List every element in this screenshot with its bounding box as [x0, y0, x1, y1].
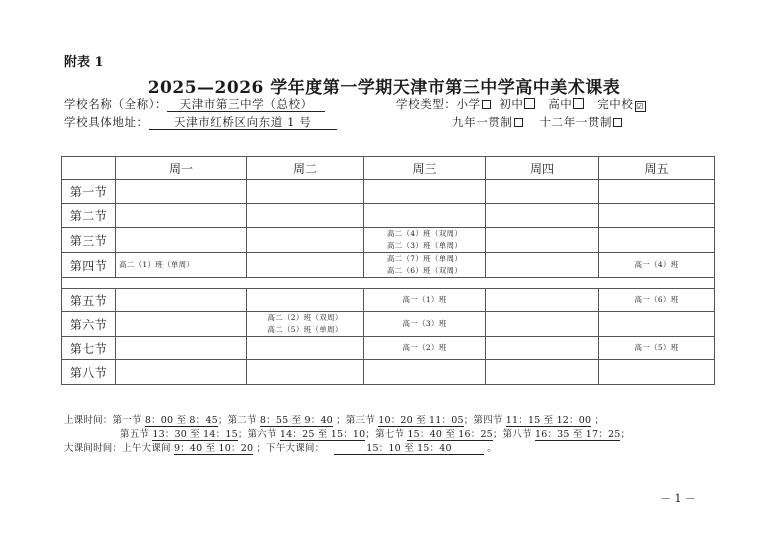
- schedule-cell[interactable]: [247, 312, 364, 337]
- period-time: 8：00 至 8：45: [144, 415, 218, 426]
- day-header: 周一: [116, 157, 247, 180]
- schedule-cell[interactable]: [599, 204, 715, 228]
- schedule-cell[interactable]: [364, 337, 486, 360]
- schedule-cell[interactable]: [599, 253, 715, 278]
- checkbox-nine-year[interactable]: [514, 118, 523, 127]
- class-entry: 高二（4）班（双周）: [386, 229, 463, 238]
- class-entry: 高一（1）班: [402, 295, 447, 304]
- schedule-cell[interactable]: [364, 312, 486, 337]
- schedule-cell[interactable]: [116, 180, 247, 204]
- afternoon-break-time: 15：10 至 15：40: [334, 440, 484, 455]
- type-option-junior: 初中: [499, 97, 524, 111]
- schedule-cell[interactable]: [599, 360, 715, 385]
- class-entry: 高二（1）班（单周）: [119, 260, 195, 269]
- period-name: 第三节: [345, 415, 375, 426]
- class-entry: 高二（3）班（单周）: [386, 241, 463, 250]
- period-name: 第四节: [473, 415, 503, 426]
- checkbox-junior[interactable]: [524, 98, 535, 109]
- day-header: 周三: [364, 157, 486, 180]
- schedule-cell[interactable]: [116, 228, 247, 253]
- period-name: 第六节: [247, 429, 277, 440]
- schedule-cell[interactable]: [486, 204, 599, 228]
- checkbox-senior[interactable]: [573, 98, 584, 109]
- schedule-cell[interactable]: [247, 289, 364, 312]
- morning-break-time: 9：40 至 10：20: [173, 443, 254, 454]
- system-type-line: [452, 114, 622, 130]
- type-option-complete: 完中校: [597, 97, 634, 111]
- day-header: 周二: [247, 157, 364, 180]
- period-label: 第八节: [62, 360, 116, 385]
- schedule-cell[interactable]: [486, 312, 599, 337]
- period-row: [62, 228, 715, 253]
- schedule-cell[interactable]: [486, 360, 599, 385]
- break-time-line: 大课间时间：上午大课间 9：40 至 10：20 ；下午大课间： 15：10 至 15：40 。: [64, 440, 497, 455]
- class-entry: 高二（5）班（单周）: [267, 325, 343, 334]
- class-time-line-2: 第五节 13：30 至 14：15；第六节 14：25 至 15：10；第七节 15：40 至 16：25；第八节 16：35 至 17：25；: [120, 429, 631, 440]
- school-name-line: [64, 96, 325, 112]
- appendix-label: 附表 1: [64, 55, 104, 70]
- schedule-header-row: [62, 157, 715, 180]
- class-entry: 高一（4）班: [634, 260, 679, 269]
- school-name-value: 天津市第三中学（总校）: [167, 98, 325, 112]
- period-name: 第五节: [120, 429, 150, 440]
- type-option-senior: 高中: [548, 97, 573, 111]
- period-time: 13：30 至 14：15: [152, 429, 238, 440]
- school-address-value: 天津市红桥区向东道 1 号: [149, 116, 337, 130]
- system-option-twelve: 十二年一贯制: [539, 115, 613, 129]
- class-entry: 高一（3）班: [402, 319, 447, 328]
- class-time-label: 上课时间：: [64, 415, 113, 426]
- schedule-cell[interactable]: [116, 360, 247, 385]
- checkbox-complete-checked[interactable]: ☑: [636, 102, 644, 111]
- schedule-cell[interactable]: [116, 289, 247, 312]
- period-row: [62, 337, 715, 360]
- schedule-cell[interactable]: [364, 289, 486, 312]
- system-option-nine: 九年一贯制: [452, 115, 513, 129]
- period-label: 第七节: [62, 337, 116, 360]
- schedule-cell[interactable]: [599, 289, 715, 312]
- period-label: 第一节: [62, 180, 116, 204]
- period-label: 第六节: [62, 312, 116, 337]
- break-separator: [62, 278, 715, 289]
- school-name-label: 学校名称（全称）：: [64, 97, 168, 111]
- schedule-table: [61, 156, 715, 385]
- schedule-cell[interactable]: [486, 228, 599, 253]
- period-row: [62, 289, 715, 312]
- schedule-cell[interactable]: [486, 253, 599, 278]
- schedule-cell[interactable]: [599, 180, 715, 204]
- type-option-primary: 小学: [456, 97, 481, 111]
- period-time: 15：40 至 16：25: [407, 429, 493, 440]
- school-type-label: 学校类型：: [396, 97, 457, 111]
- schedule-cell[interactable]: [364, 253, 486, 278]
- schedule-cell[interactable]: [116, 312, 247, 337]
- period-label: 第三节: [62, 228, 116, 253]
- period-name: 第八节: [502, 429, 532, 440]
- schedule-cell[interactable]: [247, 204, 364, 228]
- schedule-cell[interactable]: [247, 360, 364, 385]
- document-title: 2025—2026 学年度第一学期天津市第三中学高中美术课表: [147, 78, 621, 98]
- schedule-cell[interactable]: [364, 228, 486, 253]
- schedule-cell[interactable]: [116, 204, 247, 228]
- period-time: 16：35 至 17：25: [534, 429, 621, 440]
- period-label: 第四节: [62, 253, 116, 278]
- period-time: 11：15 至 12：00: [505, 415, 592, 426]
- period-row: [62, 204, 715, 228]
- period-row: [62, 312, 715, 337]
- class-entry: 高一（2）班: [402, 343, 447, 352]
- class-entry: 高一（5）班: [634, 343, 679, 352]
- page-number: － 1 －: [660, 492, 696, 505]
- midday-break-row: [62, 278, 715, 289]
- period-name: 第七节: [375, 429, 405, 440]
- schedule-cell[interactable]: [599, 312, 715, 337]
- period-row: [62, 360, 715, 385]
- school-address-line: [64, 114, 337, 130]
- schedule-cell[interactable]: [247, 337, 364, 360]
- schedule-cell[interactable]: [247, 228, 364, 253]
- period-name: 第二节: [227, 415, 257, 426]
- school-type-line: [396, 96, 646, 112]
- checkbox-twelve-year[interactable]: [613, 118, 622, 127]
- period-time: 10：20 至 11：05: [378, 415, 464, 426]
- class-time-line-1: 上课时间：第一节 8：00 至 8：45；第二节 8：55 至 9：40 ；第三节 10：20 至 11：05；第四节 11：15 至 12：00 ；: [64, 415, 605, 426]
- schedule-cell[interactable]: [116, 337, 247, 360]
- school-address-label: 学校具体地址：: [64, 115, 149, 129]
- class-entry: 高二（7）班（单周）: [386, 254, 463, 263]
- day-header: 周五: [599, 157, 715, 180]
- schedule-cell[interactable]: [599, 337, 715, 360]
- period-row: [62, 180, 715, 204]
- schedule-cell[interactable]: [364, 204, 486, 228]
- morning-break-label: 上午大课间: [122, 443, 171, 454]
- break-time-label: 大课间时间：: [64, 443, 123, 454]
- schedule-cell[interactable]: [599, 228, 715, 253]
- schedule-cell[interactable]: [364, 180, 486, 204]
- class-entry: 高一（6）班: [634, 295, 679, 304]
- afternoon-break-label: 下午大课间：: [266, 443, 325, 454]
- checkbox-primary[interactable]: [482, 100, 491, 109]
- schedule-cell[interactable]: [486, 337, 599, 360]
- period-time: 14：25 至 15：10: [279, 429, 366, 440]
- corner-cell: [62, 157, 116, 180]
- schedule-cell[interactable]: [116, 253, 247, 278]
- schedule-cell[interactable]: [364, 360, 486, 385]
- period-name: 第一节: [112, 415, 142, 426]
- day-header: 周四: [486, 157, 599, 180]
- period-label: 第五节: [62, 289, 116, 312]
- schedule-cell[interactable]: [486, 180, 599, 204]
- schedule-cell[interactable]: [247, 253, 364, 278]
- schedule-cell[interactable]: [486, 289, 599, 312]
- period-label: 第二节: [62, 204, 116, 228]
- period-row: [62, 253, 715, 278]
- period-time: 8：55 至 9：40: [259, 415, 333, 426]
- schedule-cell[interactable]: [247, 180, 364, 204]
- class-entry: 高二（6）班（双周）: [386, 266, 463, 275]
- class-entry: 高二（2）班（双周）: [267, 313, 343, 322]
